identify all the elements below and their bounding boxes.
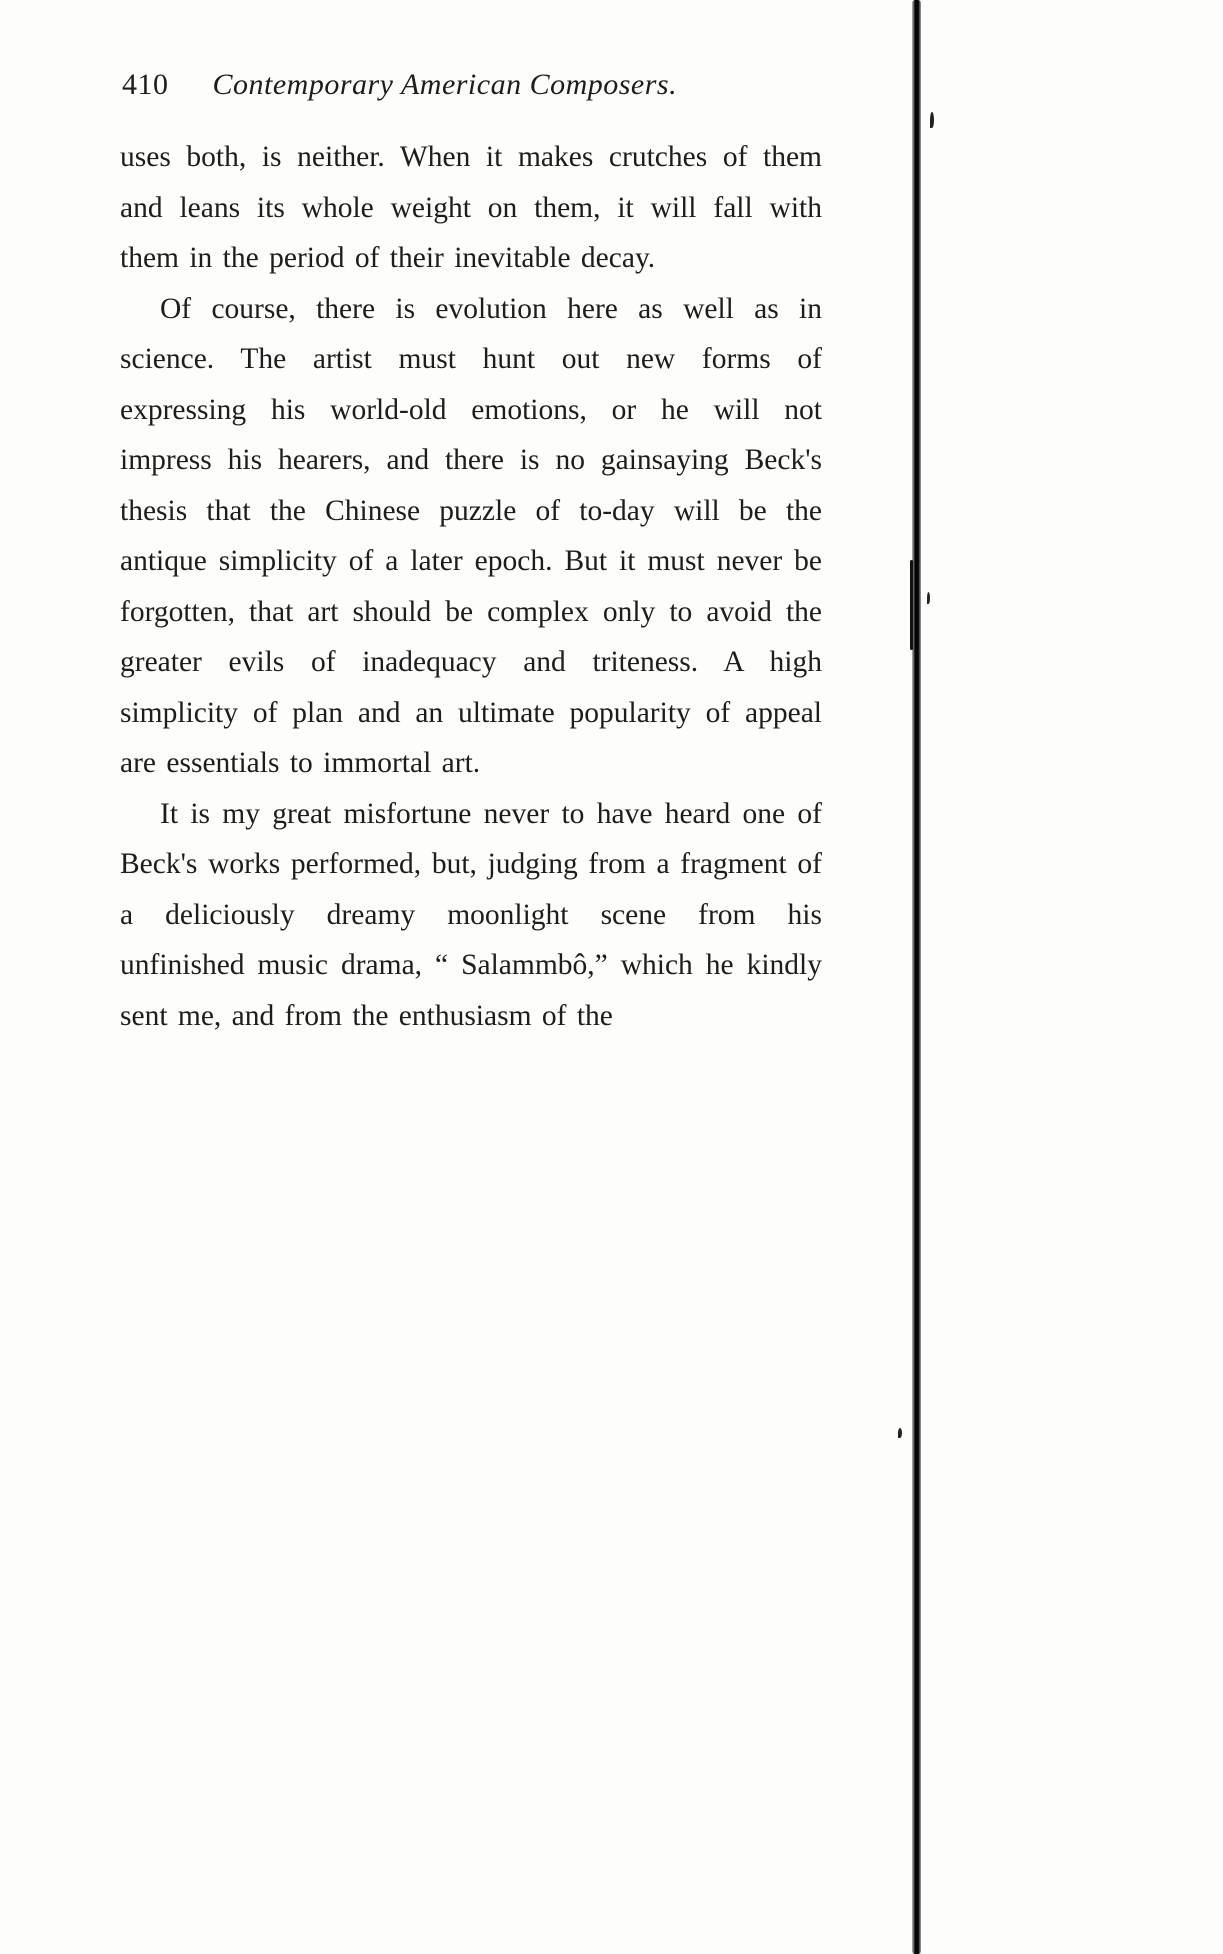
page-body [120,132,822,1041]
paragraph: It is my great misfortune never to have heard one of Beck's works performed, but, judging from a fragment of a deliciously dreamy moonlight scene from his unfinished music drama, “ Salammbô,” which he kindly sent me, and from the enthusiasm of the [120,797,822,1032]
binding-shadow [912,0,921,1954]
running-title: Contemporary American Composers. [212,68,678,101]
scan-artifact [930,112,934,128]
scan-artifact [898,1428,902,1438]
scan-artifact [927,592,930,604]
paragraph: Of course, there is evolution here as well as in science. The artist must hunt out new forms of expressing his world-old emotions, or he will not impress his hearers, and there is no gainsaying Beck's thesis that the Chinese puzzle of to-day will be the antique simplicity of a later epoch. But it must never be forgotten, that art should be complex only to avoid the greater evils of inadequacy and triteness. A high simplicity of plan and an ultimate popularity of appeal are essentials to immortal art. [120,292,822,779]
paragraph: uses both, is neither. When it makes crutches of them and leans its whole weight on them, it will fall with them in the period of their inevitable decay. [120,141,822,274]
page-header [122,68,822,102]
page-number: 410 [122,68,169,101]
